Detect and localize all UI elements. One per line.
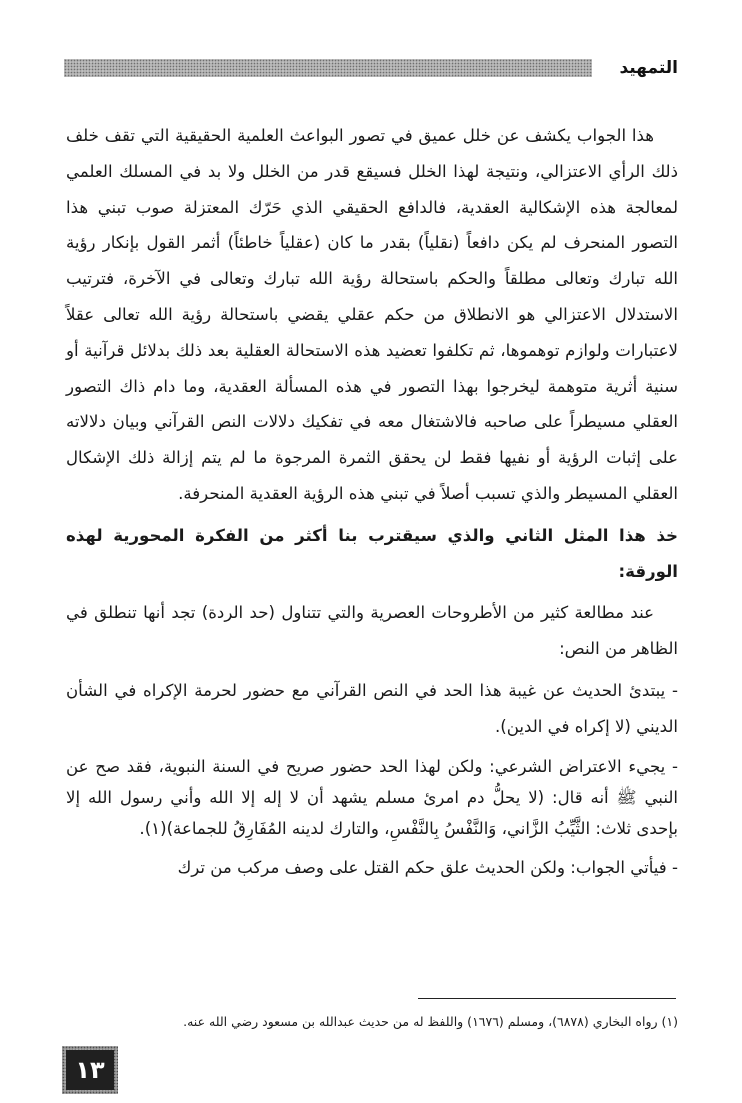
bullet-3: - فيأتي الجواب: ولكن الحديث علق حكم القتل على وصف مركب من ترك <box>177 857 678 877</box>
bullet-1: - يبتدئ الحديث عن غيبة هذا الحد في النص القرآني مع حضور لحرمة الإكراه في الشأن الديني (لا إكراه في الدين). <box>66 680 678 736</box>
section-heading: خذ هذا المثل الثاني والذي سيقترب بنا أكثر من الفكرة المحورية لهذه الورقة: <box>66 525 678 581</box>
footnote-divider <box>418 998 676 999</box>
paragraph-1: هذا الجواب يكشف عن خلل عميق في تصور البواعث العلمية الحقيقية التي تقف خلف ذلك الرأي الاعتزالي، ونتيجة لهذا الخلل فسيقع قدر من الخلل ولا بد في المسلك العلمي لمعالجة هذه الإشكالية العقدية، فالدافع الحقيقي الذي حَرّك المعتزلة صوب تبني هذا التصور المنحرف لم يكن دافعاً (نقلياً) بقدر ما كان (عقلياً خاطئاً) أثمر القول بإنكار رؤية الله تبارك وتعالى مطلقاً والحكم باستحالة رؤية الله تبارك وتعالى في الآخرة، فترتيب الاستدلال الاعتزالي هو الانطلاق من حكم عقلي يقضي باستحالة رؤية الله تعالى عقلاً لاعتبارات ولوازم توهموها، ثم تكلفوا تعضيد هذه الاستحالة العقلية بعد ذلك بدلائل قرآنية أو سنية أثرية متوهمة ليخرجوا بهذا التصور في هذه المسألة العقدية، وما دام ذاك التصور العقلي مسيطراً على صاحبه فالاشتغال معه في تفكيك دلالات النص القرآني وبيان دلالاته على إثبات الرؤية أو نفيها فقط لن يحقق الثمرة المرجوة ما لم يتم إزالة ذلك الإشكال العقلي المسيطر والذي تسبب أصلاً في تبني هذه الرؤية العقدية المنحرفة. <box>66 126 678 503</box>
running-header <box>64 55 678 81</box>
footnote: (١) رواه البخاري (٦٨٧٨)، ومسلم (١٦٧٦) واللفظ له من حديث عبدالله بن مسعود رضي الله عنه. <box>183 1014 678 1029</box>
page-body <box>66 118 678 885</box>
paragraph-2: عند مطالعة كثير من الأطروحات العصرية والتي تتناول (حد الردة) تجد أنها تنطلق في الظاهر من النص: <box>66 603 678 659</box>
page-number: ١٣ <box>66 1050 114 1090</box>
bullet-2: - يجيء الاعتراض الشرعي: ولكن لهذا الحد حضور صريح في السنة النبوية، فقد صح عن النبي ﷺ أنه قال: (لا يحلُّ دم امرئ مسلم يشهد أن لا إله إلا الله وأني رسول الله إلا بإحدى ثلاث: الثَّيِّبُ الزَّاني، وَالنَّفْسُ بِالنَّفْسِ، والتارك لدينه المُفَارِقُ للجماعة)(١). <box>66 756 678 838</box>
page-number-frame <box>62 1046 118 1094</box>
chapter-title: التمهيد <box>619 58 678 78</box>
header-ornament-bar <box>64 59 592 77</box>
